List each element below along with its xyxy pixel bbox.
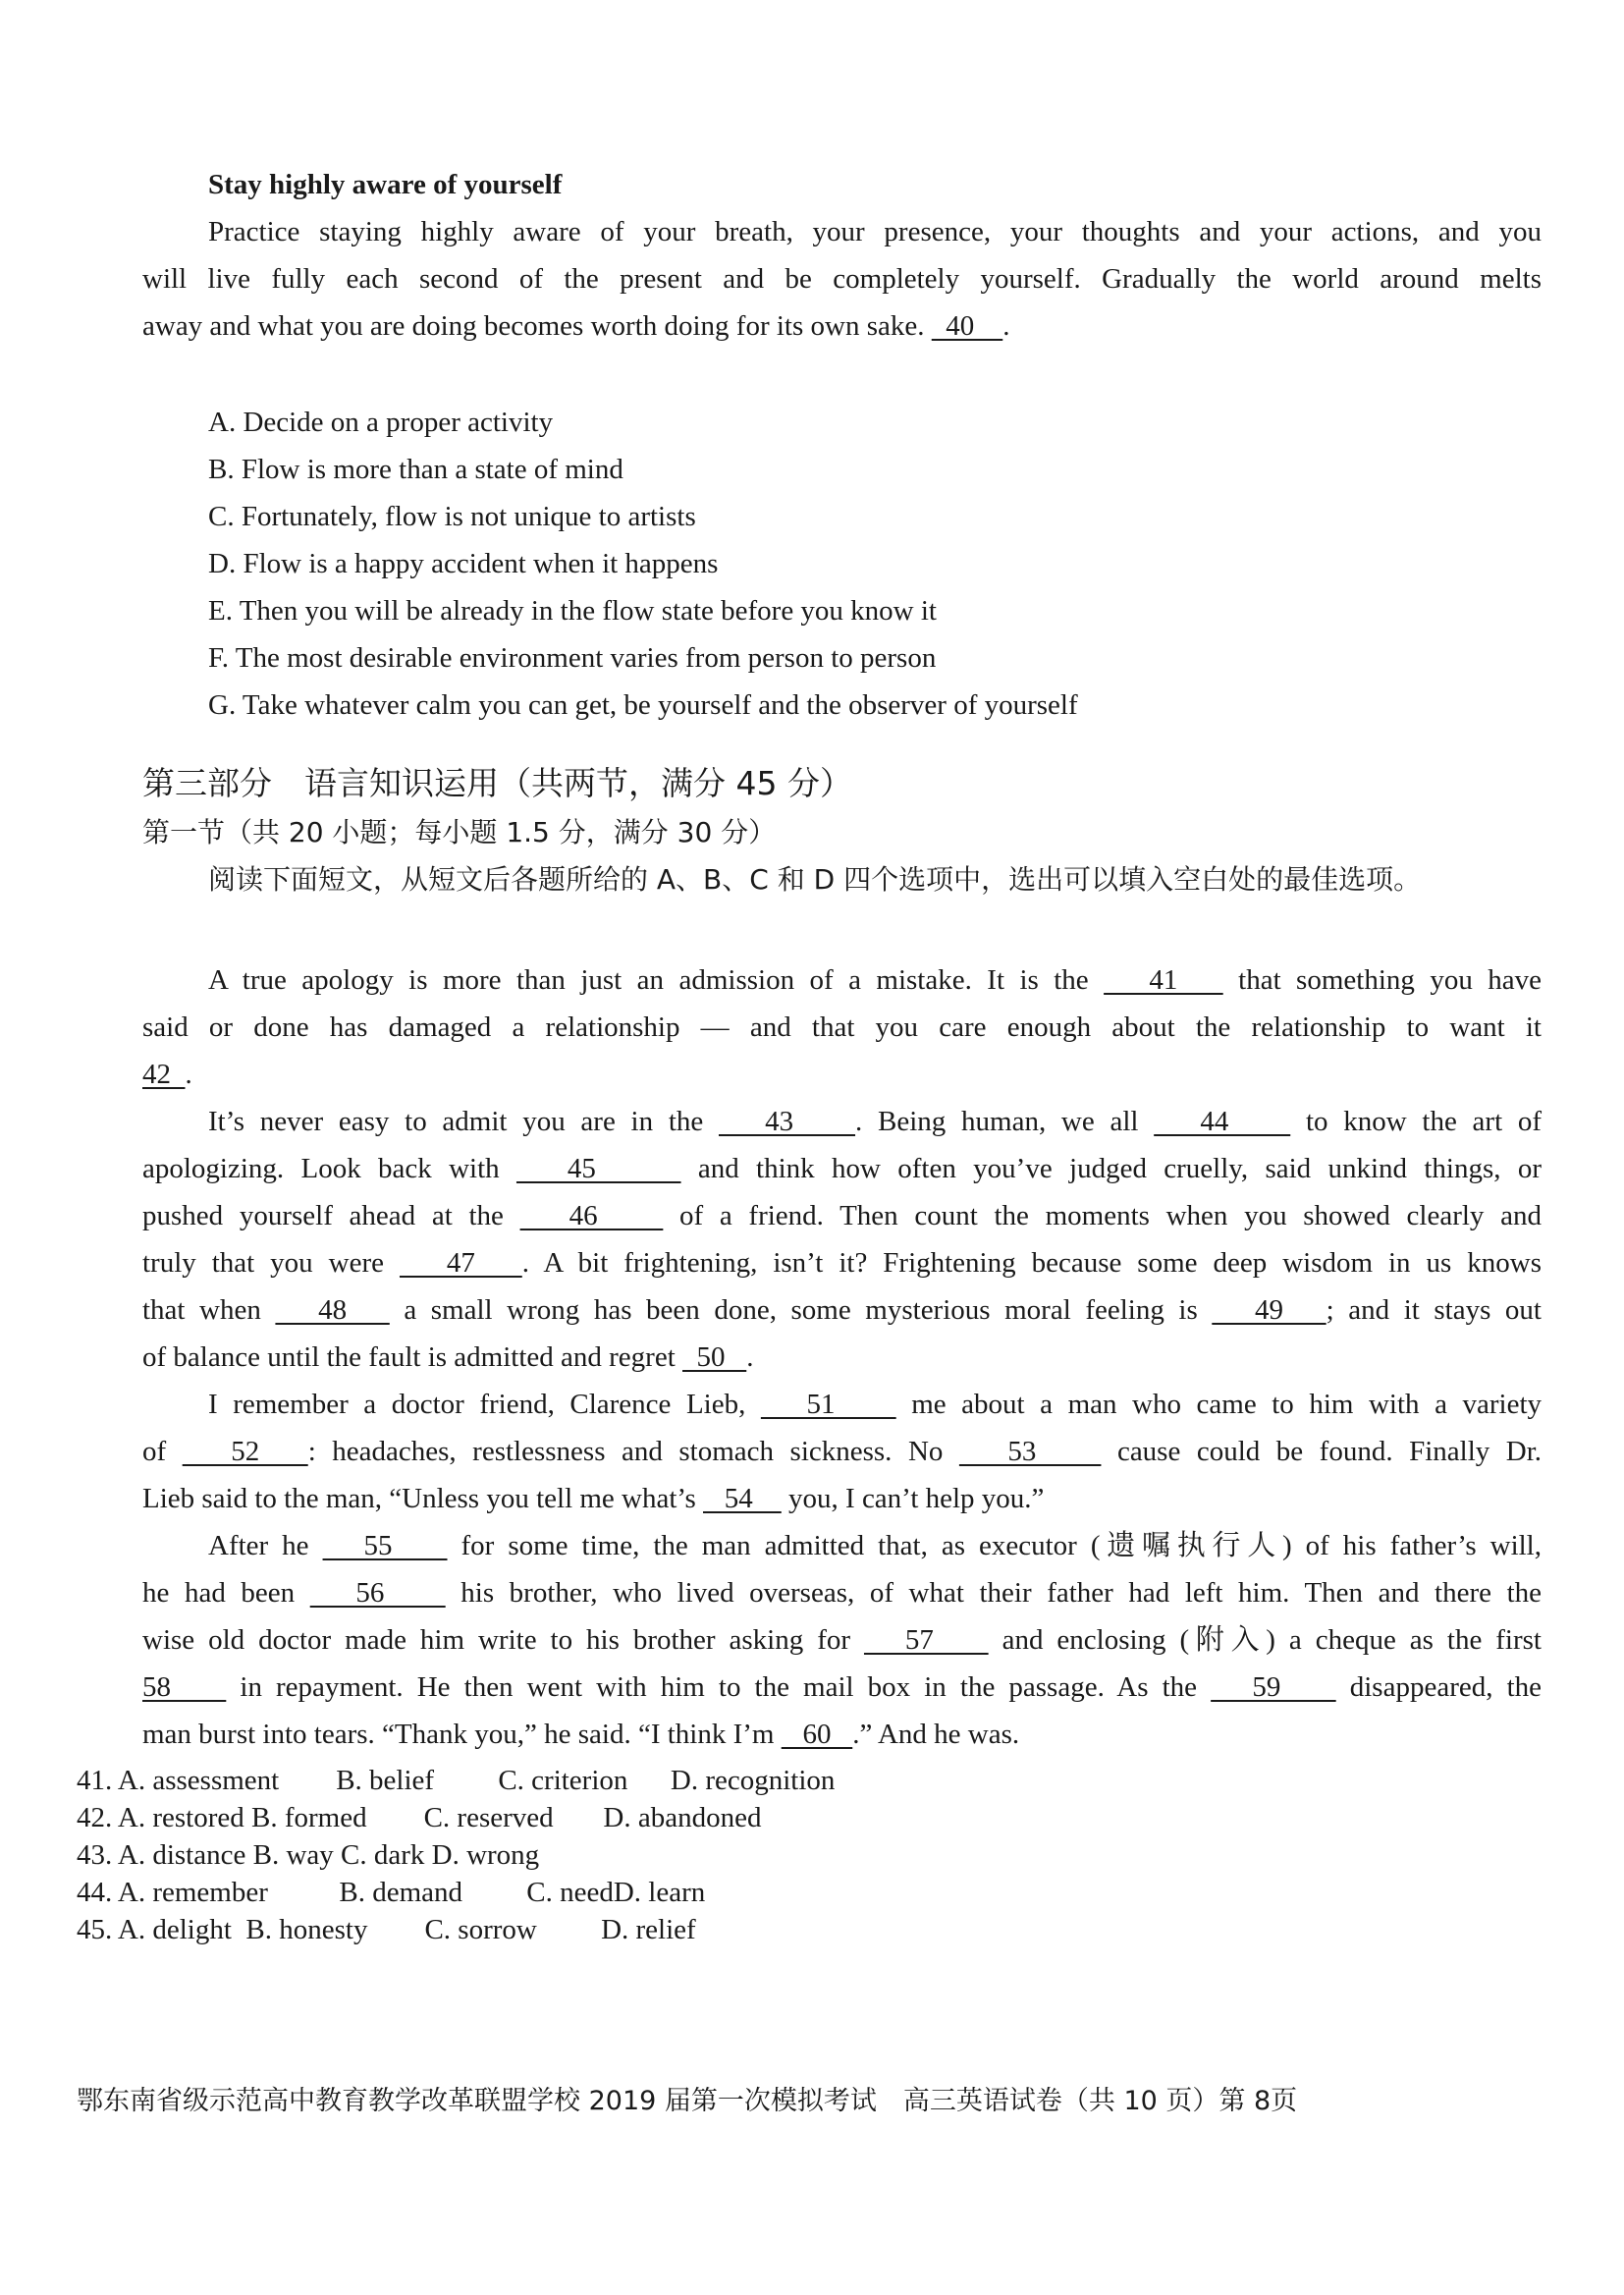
cloze-text: in repayment. He then went with him to the mail box in the passage. As the bbox=[226, 1671, 1212, 1703]
cloze-text: truly that you were bbox=[142, 1247, 400, 1279]
passage-line-2: will live fully each second of the present and be completely yourself. Gradually the world around melts bbox=[142, 263, 1542, 295]
cloze-text: of bbox=[142, 1436, 183, 1467]
option-c: C. Fortunately, flow is not unique to artists bbox=[208, 501, 696, 532]
question-45: 45. A. delight B. honesty C. sorrow D. relief bbox=[77, 1914, 696, 1945]
cloze-text: me about a man who came to him with a variety bbox=[895, 1389, 1543, 1420]
cloze-text: for some time, the man admitted that, as executor (遗嘱执行人) of his father’s will, bbox=[447, 1530, 1542, 1561]
cloze-text: . bbox=[746, 1341, 754, 1373]
page-footer: 鄂东南省级示范高中教育教学改革联盟学校 2019 届第一次模拟考试 高三英语试卷（共 10 页）第 8页 bbox=[77, 2086, 1298, 2116]
cloze-p3-line-1 bbox=[208, 1385, 1542, 1424]
cloze-text: he had been bbox=[142, 1577, 310, 1609]
cloze-p2-line-3 bbox=[142, 1196, 1542, 1235]
blank-54: 54 bbox=[703, 1483, 782, 1514]
cloze-text: I remember a doctor friend, Clarence Lieb, bbox=[208, 1389, 761, 1420]
cloze-p2-line-6 bbox=[142, 1338, 1542, 1377]
blank-43: 43 bbox=[718, 1106, 856, 1137]
cloze-text: that something you have bbox=[1222, 964, 1542, 996]
cloze-p2-line-1 bbox=[208, 1102, 1542, 1141]
cloze-text: of balance until the fault is admitted and regret bbox=[142, 1341, 682, 1373]
cloze-text: . bbox=[185, 1059, 192, 1090]
cloze-text: to know the art of bbox=[1290, 1106, 1543, 1137]
option-d: D. Flow is a happy accident when it happens bbox=[208, 548, 719, 579]
cloze-text: of a friend. Then count the moments when you showed clearly and bbox=[663, 1200, 1542, 1231]
cloze-text: and think how often you’ve judged cruelly, said unkind things, or bbox=[680, 1153, 1543, 1184]
blank-60: 60 bbox=[781, 1719, 853, 1750]
question-41: 41. A. assessment B. belief C. criterion D. recognition bbox=[77, 1765, 836, 1796]
cloze-p4-line-1 bbox=[208, 1526, 1542, 1565]
cloze-p4-line-5 bbox=[142, 1715, 1542, 1754]
blank-52: 52 bbox=[182, 1436, 308, 1467]
cloze-text: his brother, who lived overseas, of what their father had left him. Then and there the bbox=[445, 1577, 1543, 1609]
blank-49: 49 bbox=[1212, 1294, 1326, 1326]
blank-45: 45 bbox=[515, 1153, 681, 1184]
cloze-text: . A bit frightening, isn’t it? Frightening because some deep wisdom in us knows bbox=[521, 1247, 1543, 1279]
passage-line-1: Practice staying highly aware of your breath, your presence, your thoughts and your actions, and you bbox=[208, 216, 1542, 247]
cloze-text: wise old doctor made him write to his brother asking for bbox=[142, 1624, 864, 1656]
blank-40: 40 bbox=[931, 310, 1003, 342]
blank-50: 50 bbox=[682, 1341, 747, 1373]
blank-48: 48 bbox=[275, 1294, 390, 1326]
question-42: 42. A. restored B. formed C. reserved D. abandoned bbox=[77, 1802, 762, 1833]
option-a: A. Decide on a proper activity bbox=[208, 407, 554, 438]
cloze-p4-line-3 bbox=[142, 1620, 1542, 1660]
blank-53: 53 bbox=[958, 1436, 1102, 1467]
section1-instruction: 阅读下面短文，从短文后各题所给的 A、B、C 和 D 四个选项中，选出可以填入空白处的最佳选项。 bbox=[208, 863, 1422, 896]
blank-47: 47 bbox=[399, 1247, 522, 1279]
cloze-text: .” And he was. bbox=[852, 1719, 1020, 1750]
cloze-text: that when bbox=[142, 1294, 276, 1326]
cloze-p3-line-2 bbox=[142, 1432, 1542, 1471]
cloze-p2-line-4 bbox=[142, 1243, 1542, 1283]
section1-subtitle: 第一节（共 20 小题；每小题 1.5 分，满分 30 分） bbox=[142, 816, 777, 848]
blank-41: 41 bbox=[1104, 964, 1223, 996]
cloze-text: A true apology is more than just an admission of a mistake. It is the bbox=[208, 964, 1105, 996]
blank-55: 55 bbox=[322, 1530, 448, 1561]
blank-46: 46 bbox=[519, 1200, 664, 1231]
cloze-text: ; and it stays out bbox=[1326, 1294, 1542, 1326]
cloze-p1-line-3 bbox=[142, 1055, 1542, 1094]
cloze-p1-line-1 bbox=[208, 960, 1542, 1000]
cloze-text: disappeared, the bbox=[1335, 1671, 1542, 1703]
blank-44: 44 bbox=[1154, 1106, 1291, 1137]
option-e: E. Then you will be already in the flow state before you know it bbox=[208, 595, 937, 627]
blank-57: 57 bbox=[863, 1624, 989, 1656]
cloze-p1-line-2: said or done has damaged a relationship — and that you care enough about the relationship to want it bbox=[142, 1011, 1542, 1043]
passage-line-3-end: . bbox=[1002, 310, 1010, 342]
cloze-p4-line-2 bbox=[142, 1573, 1542, 1612]
cloze-text: : headaches, restlessness and stomach sickness. No bbox=[307, 1436, 959, 1467]
option-f: F. The most desirable environment varies from person to person bbox=[208, 642, 937, 674]
cloze-p2-line-2 bbox=[142, 1149, 1542, 1188]
cloze-text: a small wrong has been done, some mysterious moral feeling is bbox=[389, 1294, 1213, 1326]
cloze-p2-line-5 bbox=[142, 1290, 1542, 1330]
cloze-text: . Being human, we all bbox=[855, 1106, 1155, 1137]
blank-51: 51 bbox=[760, 1389, 896, 1420]
passage-line-3 bbox=[142, 306, 1542, 346]
passage-line-3-text: away and what you are doing becomes worth doing for its own sake. bbox=[142, 310, 932, 342]
cloze-p3-line-3 bbox=[142, 1479, 1542, 1518]
passage-heading: Stay highly aware of yourself bbox=[208, 169, 563, 200]
cloze-text: cause could be found. Finally Dr. bbox=[1101, 1436, 1543, 1467]
cloze-text: apologizing. Look back with bbox=[142, 1153, 516, 1184]
cloze-text: and enclosing (附入) a cheque as the first bbox=[988, 1624, 1542, 1656]
part3-title: 第三部分 语言知识运用（共两节，满分 45 分） bbox=[142, 764, 852, 802]
question-44: 44. A. remember B. demand C. needD. learn bbox=[77, 1877, 706, 1908]
cloze-text: After he bbox=[208, 1530, 323, 1561]
blank-42: 42 bbox=[142, 1059, 186, 1090]
cloze-text: you, I can’t help you.” bbox=[781, 1483, 1045, 1514]
cloze-text: man burst into tears. “Thank you,” he said. “I think I’m bbox=[142, 1719, 782, 1750]
blank-56: 56 bbox=[309, 1577, 446, 1609]
option-g: G. Take whatever calm you can get, be yourself and the observer of yourself bbox=[208, 689, 1078, 721]
cloze-text: pushed yourself ahead at the bbox=[142, 1200, 520, 1231]
blank-59: 59 bbox=[1211, 1671, 1336, 1703]
blank-58: 58 bbox=[142, 1671, 227, 1703]
option-b: B. Flow is more than a state of mind bbox=[208, 454, 623, 485]
cloze-p4-line-4 bbox=[142, 1667, 1542, 1707]
question-43: 43. A. distance B. way C. dark D. wrong bbox=[77, 1839, 540, 1871]
cloze-text: It’s never easy to admit you are in the bbox=[208, 1106, 719, 1137]
cloze-text: Lieb said to the man, “Unless you tell me what’s bbox=[142, 1483, 704, 1514]
